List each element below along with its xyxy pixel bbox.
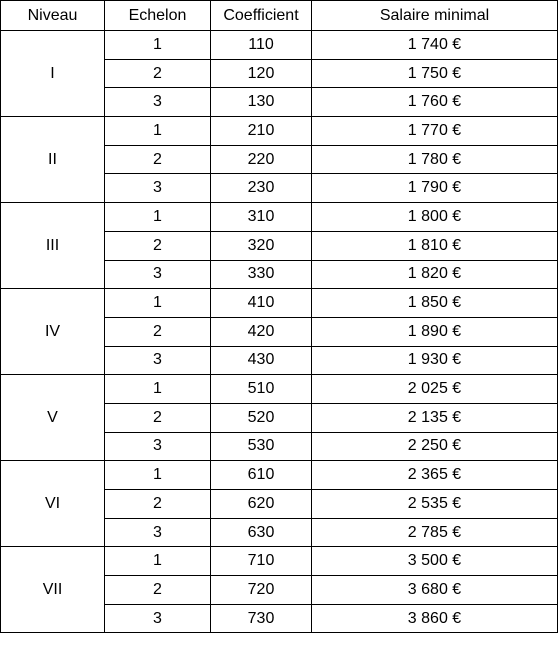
echelon-cell: 2: [105, 490, 211, 519]
header-echelon: Echelon: [105, 1, 211, 31]
salaire-cell: 1 820 €: [312, 260, 558, 289]
echelon-cell: 3: [105, 88, 211, 117]
echelon-cell: 1: [105, 375, 211, 404]
niveau-cell: VI: [1, 461, 105, 547]
salaire-cell: 1 930 €: [312, 346, 558, 375]
echelon-cell: 3: [105, 174, 211, 203]
coefficient-cell: 410: [211, 289, 312, 318]
salaire-cell: 1 890 €: [312, 317, 558, 346]
coefficient-cell: 130: [211, 88, 312, 117]
niveau-cell: I: [1, 31, 105, 117]
coefficient-cell: 330: [211, 260, 312, 289]
coefficient-cell: 420: [211, 317, 312, 346]
coefficient-cell: 610: [211, 461, 312, 490]
table-row: [1, 203, 558, 232]
echelon-cell: 1: [105, 289, 211, 318]
salaire-cell: 1 800 €: [312, 203, 558, 232]
niveau-cell: IV: [1, 289, 105, 375]
salaire-cell: 2 535 €: [312, 490, 558, 519]
salaire-cell: 1 790 €: [312, 174, 558, 203]
niveau-cell: II: [1, 117, 105, 203]
header-coefficient: Coefficient: [211, 1, 312, 31]
salaire-cell: 3 860 €: [312, 604, 558, 633]
table-row: [1, 547, 558, 576]
echelon-cell: 3: [105, 518, 211, 547]
header-niveau: Niveau: [1, 1, 105, 31]
salaire-cell: 1 760 €: [312, 88, 558, 117]
echelon-cell: 1: [105, 547, 211, 576]
coefficient-cell: 430: [211, 346, 312, 375]
salaire-cell: 1 780 €: [312, 145, 558, 174]
niveau-cell: III: [1, 203, 105, 289]
table-body: [1, 31, 558, 633]
header-row: [1, 1, 558, 31]
salaire-cell: 1 740 €: [312, 31, 558, 60]
salaire-cell: 1 850 €: [312, 289, 558, 318]
coefficient-cell: 530: [211, 432, 312, 461]
niveau-cell: VII: [1, 547, 105, 633]
salaire-cell: 3 500 €: [312, 547, 558, 576]
salaire-cell: 1 770 €: [312, 117, 558, 146]
coefficient-cell: 510: [211, 375, 312, 404]
table-row: [1, 117, 558, 146]
coefficient-cell: 310: [211, 203, 312, 232]
table-row: [1, 375, 558, 404]
echelon-cell: 2: [105, 403, 211, 432]
coefficient-cell: 210: [211, 117, 312, 146]
salaire-cell: 2 250 €: [312, 432, 558, 461]
coefficient-cell: 710: [211, 547, 312, 576]
echelon-cell: 3: [105, 604, 211, 633]
salaire-cell: 3 680 €: [312, 576, 558, 605]
salaire-cell: 2 025 €: [312, 375, 558, 404]
echelon-cell: 3: [105, 260, 211, 289]
echelon-cell: 2: [105, 317, 211, 346]
echelon-cell: 1: [105, 117, 211, 146]
echelon-cell: 3: [105, 432, 211, 461]
echelon-cell: 2: [105, 145, 211, 174]
coefficient-cell: 630: [211, 518, 312, 547]
echelon-cell: 2: [105, 59, 211, 88]
coefficient-cell: 620: [211, 490, 312, 519]
echelon-cell: 1: [105, 461, 211, 490]
header-salaire-minimal: Salaire minimal: [312, 1, 558, 31]
coefficient-cell: 220: [211, 145, 312, 174]
coefficient-cell: 320: [211, 231, 312, 260]
coefficient-cell: 110: [211, 31, 312, 60]
table-row: [1, 461, 558, 490]
echelon-cell: 2: [105, 576, 211, 605]
table-row: [1, 31, 558, 60]
salaire-cell: 1 750 €: [312, 59, 558, 88]
table-header: [1, 1, 558, 31]
coefficient-cell: 120: [211, 59, 312, 88]
salaire-cell: 2 135 €: [312, 403, 558, 432]
echelon-cell: 2: [105, 231, 211, 260]
table-row: [1, 289, 558, 318]
coefficient-cell: 520: [211, 403, 312, 432]
salaire-cell: 1 810 €: [312, 231, 558, 260]
echelon-cell: 1: [105, 31, 211, 60]
salaire-cell: 2 785 €: [312, 518, 558, 547]
coefficient-cell: 720: [211, 576, 312, 605]
echelon-cell: 1: [105, 203, 211, 232]
niveau-cell: V: [1, 375, 105, 461]
coefficient-cell: 730: [211, 604, 312, 633]
coefficient-cell: 230: [211, 174, 312, 203]
salaire-cell: 2 365 €: [312, 461, 558, 490]
echelon-cell: 3: [105, 346, 211, 375]
